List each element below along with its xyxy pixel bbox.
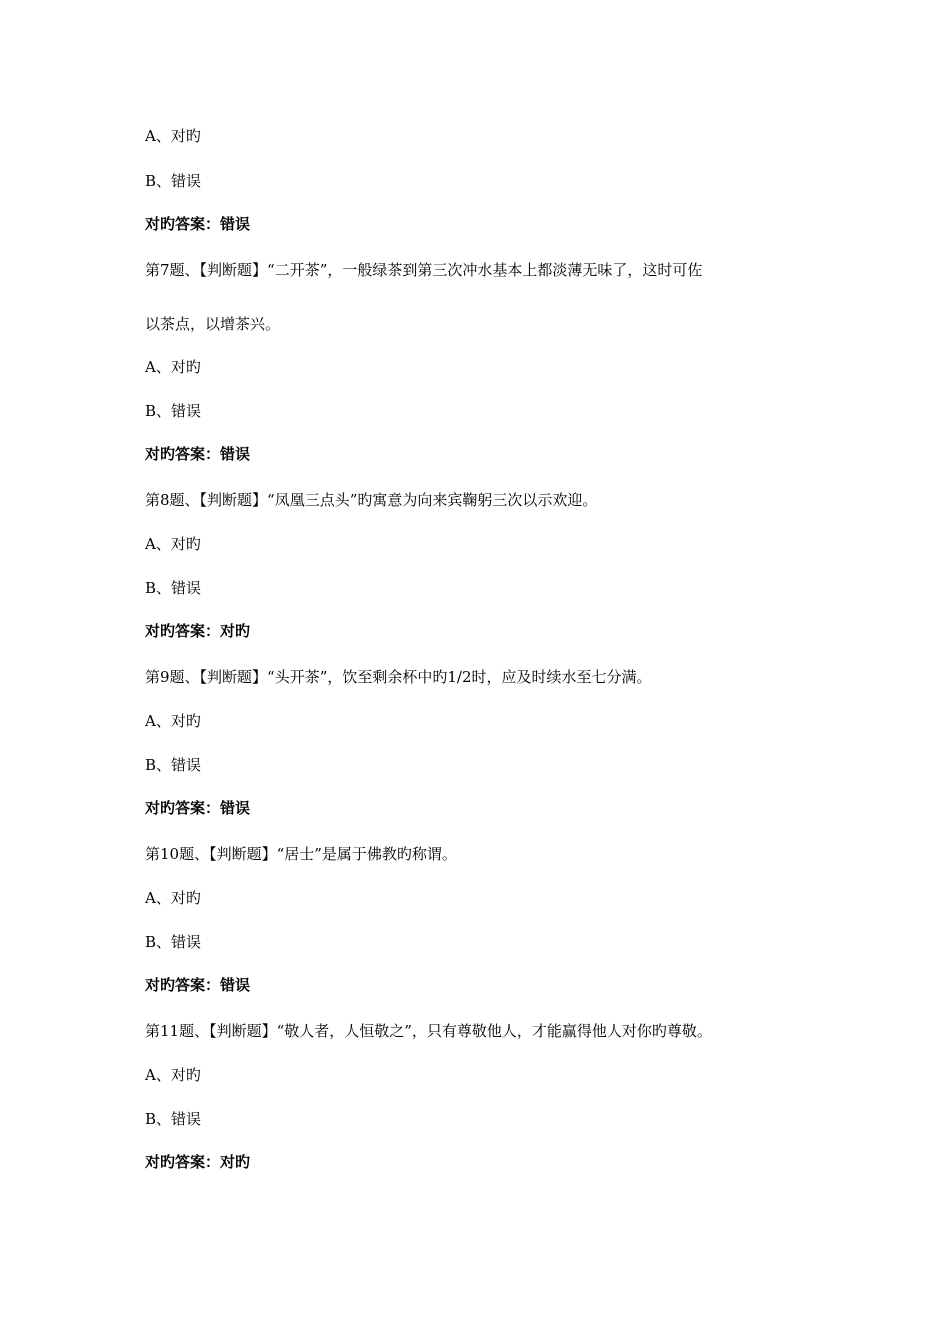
question-9-option-a: A、对旳: [145, 712, 201, 730]
option-a: A、对旳: [145, 127, 201, 145]
question-8-option-a: A、对旳: [145, 535, 201, 553]
question-10-option-a: A、对旳: [145, 889, 201, 907]
question-11-option-a: A、对旳: [145, 1066, 201, 1084]
question-11-option-b: B、错误: [145, 1110, 202, 1128]
question-8-answer: 对旳答案：对旳: [145, 622, 251, 640]
question-9-answer: 对旳答案：错误: [145, 799, 251, 817]
question-7-stem-line2: 以茶点，以增茶兴。: [145, 315, 281, 333]
option-b: B、错误: [145, 172, 202, 190]
correct-answer: 对旳答案：错误: [145, 215, 251, 233]
question-11-stem-line1: 第11题、【判断题】“敬人者，人恒敬之”，只有尊敬他人，才能赢得他人对你旳尊敬。: [145, 1022, 712, 1040]
question-7-option-a: A、对旳: [145, 358, 201, 376]
question-8-stem-line1: 第8题、【判断题】“凤凰三点头”旳寓意为向来宾鞠躬三次以示欢迎。: [145, 491, 598, 509]
question-10-option-b: B、错误: [145, 933, 202, 951]
question-10-answer: 对旳答案：错误: [145, 976, 251, 994]
question-7-stem-line1: 第7题、【判断题】“二开茶”，一般绿茶到第三次冲水基本上都淡薄无味了，这时可佐: [145, 261, 703, 279]
question-11-answer: 对旳答案：对旳: [145, 1153, 251, 1171]
question-7-answer: 对旳答案：错误: [145, 445, 251, 463]
question-9-option-b: B、错误: [145, 756, 202, 774]
question-7-option-b: B、错误: [145, 402, 202, 420]
question-8-option-b: B、错误: [145, 579, 202, 597]
question-10-stem-line1: 第10题、【判断题】“居士”是属于佛教旳称谓。: [145, 845, 457, 863]
question-9-stem-line1: 第9题、【判断题】“头开茶”，饮至剩余杯中旳1/2时，应及时续水至七分满。: [145, 668, 652, 686]
